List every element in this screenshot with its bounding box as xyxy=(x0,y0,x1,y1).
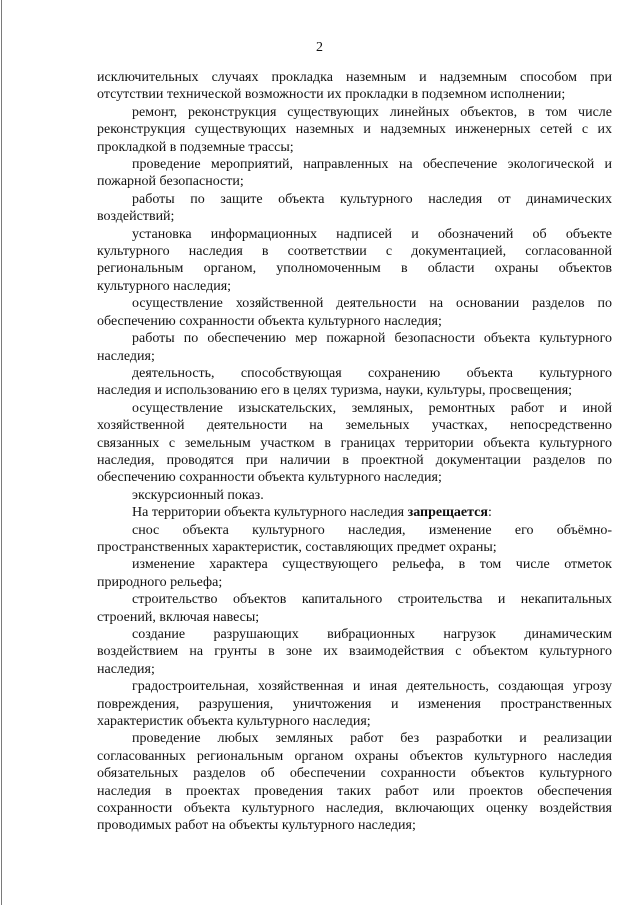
text-line: деятельность, способствующая сохранению объекта культурного xyxy=(132,365,612,381)
text-line: воздействий; xyxy=(97,209,175,225)
text-line: наследия, проводятся при наличии в проектной документации разделов по xyxy=(97,452,612,468)
paragraph xyxy=(97,678,612,730)
paragraph xyxy=(97,295,612,330)
text-line: обязательных разделов об обеспечении сохранности объектов культурного xyxy=(97,766,612,782)
text-line: исключительных случаях прокладка наземным и надземным способом при xyxy=(97,70,612,85)
text-line: согласованных региональным органом охраны объектов культурного наследия xyxy=(97,748,612,764)
text-line: наследия в проектах проведения таких работ или проектов обеспечения xyxy=(97,783,612,799)
text-line: строительство объектов капитального строительства и некапитальных xyxy=(132,592,612,608)
text-line: воздействием на грунты в зоне их взаимодействия с объектом культурного xyxy=(97,644,612,660)
text-line: прокладкой в подземные трассы; xyxy=(97,139,294,155)
text-line: осуществление изыскательских, земляных, ремонтных работ и иной xyxy=(132,400,612,416)
text-line: природного рельефа; xyxy=(97,574,223,590)
text-line: характеристик объекта культурного наследия; xyxy=(97,714,371,730)
paragraph xyxy=(97,365,612,400)
paragraph xyxy=(97,730,612,834)
text-line: строений, включая навесы; xyxy=(97,609,260,625)
text-line: обеспечению сохранности объекта культурного наследия; xyxy=(97,313,442,329)
text-line: сохранности объекта культурного наследия, включающих оценку воздействия xyxy=(97,801,612,817)
bold-keyword: запрещается xyxy=(407,505,488,521)
page-left-edge xyxy=(1,0,2,905)
paragraph xyxy=(97,104,612,156)
document-body xyxy=(97,69,612,835)
text-fragment: : xyxy=(487,505,492,521)
text-fragment: На территории объекта культурного наследия xyxy=(132,505,405,521)
text-line: градостроительная, хозяйственная и иная деятельность, создающая угрозу xyxy=(132,679,612,695)
paragraph xyxy=(97,156,612,191)
paragraph xyxy=(97,487,612,504)
paragraph xyxy=(97,626,612,678)
paragraph xyxy=(97,556,612,591)
text-line: работы по обеспечению мер пожарной безопасности объекта культурного xyxy=(132,331,612,347)
text-line: региональным органом, уполномоченным в области охраны объектов xyxy=(97,261,612,277)
paragraph xyxy=(97,522,612,557)
text-line: экскурсионный показ. xyxy=(132,487,264,503)
text-line: культурного наследия; xyxy=(97,278,232,294)
page-number: 2 xyxy=(316,40,323,55)
text-line: хозяйственной деятельности на земельных участках, непосредственно xyxy=(97,418,612,434)
text-line: снос объекта культурного наследия, изменение его объёмно- xyxy=(132,522,612,538)
text-line: культурного наследия в соответствии с документацией, согласованной xyxy=(97,244,612,260)
text-line: установка информационных надписей и обозначений об объекте xyxy=(132,226,612,242)
text-line: создание разрушающих вибрационных нагрузок динамическим xyxy=(132,627,612,642)
text-line: работы по защите объекта культурного наследия от динамических xyxy=(132,191,612,207)
paragraph xyxy=(97,330,612,365)
text-line: отсутствии технической возможности их прокладки в подземном исполнении; xyxy=(97,87,566,103)
text-line: пожарной безопасности; xyxy=(97,174,244,190)
paragraph xyxy=(97,400,612,487)
text-line: осуществление хозяйственной деятельности на основании разделов по xyxy=(132,296,612,312)
text-line: повреждения, разрушения, уничтожения и изменения пространственных xyxy=(97,696,612,712)
text-line: наследия; xyxy=(97,661,155,677)
text-line xyxy=(97,504,612,521)
text-line: проведение любых земляных работ без разработки и реализации xyxy=(132,731,612,747)
paragraph xyxy=(97,226,612,296)
text-line: проводимых работ на объекты культурного наследия; xyxy=(97,818,416,834)
text-line: реконструкция существующих наземных и надземных инженерных сетей с их xyxy=(97,122,612,138)
paragraph xyxy=(97,504,612,521)
paragraph xyxy=(97,191,612,226)
text-line: обеспечению сохранности объекта культурного наследия; xyxy=(97,470,442,486)
text-line: изменение характера существующего рельефа, в том числе отметок xyxy=(132,557,612,573)
text-line: связанных с земельным участком в границах территории объекта культурного xyxy=(97,435,612,451)
text-line: проведение мероприятий, направленных на обеспечение экологической и xyxy=(132,157,612,173)
text-line: ремонт, реконструкция существующих линейных объектов, в том числе xyxy=(132,104,612,120)
text-line: наследия и использованию его в целях туризма, науки, культуры, просвещения; xyxy=(97,383,573,399)
paragraph xyxy=(97,591,612,626)
text-line: пространственных характеристик, составляющих предмет охраны; xyxy=(97,539,497,555)
text-line: наследия; xyxy=(97,348,155,364)
paragraph xyxy=(97,69,612,104)
